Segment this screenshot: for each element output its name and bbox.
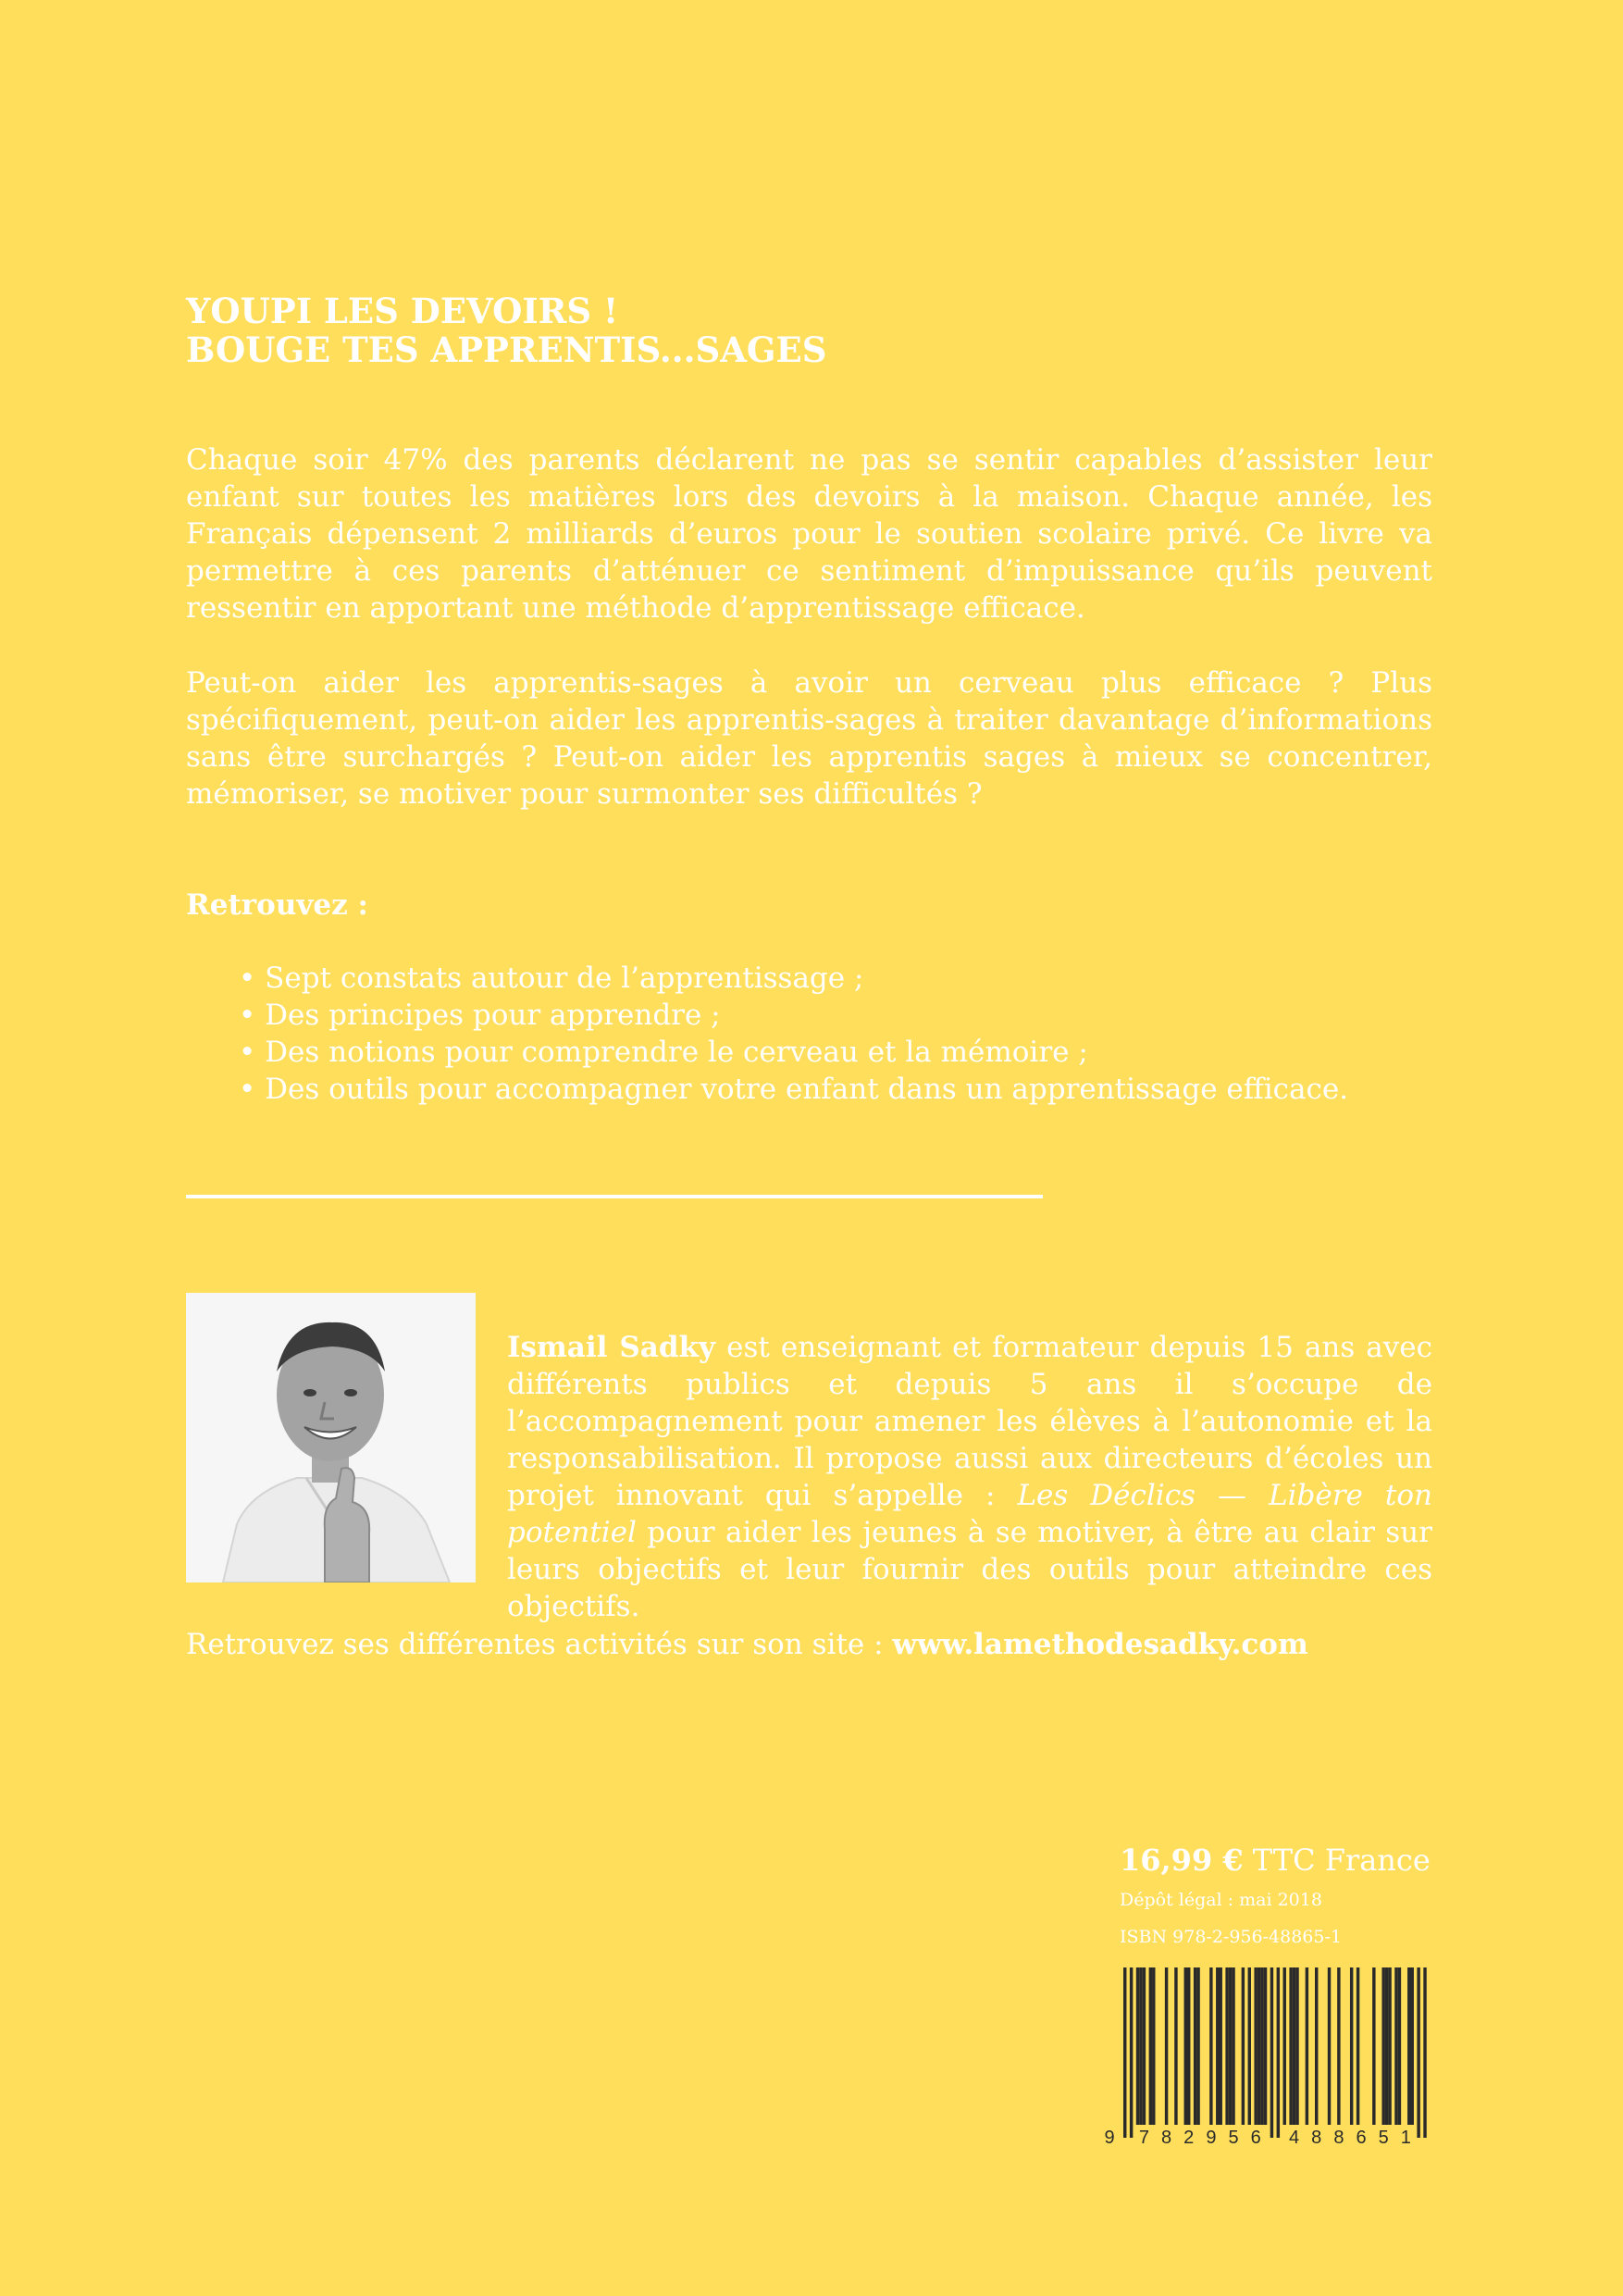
contents-list (239, 960, 1348, 1108)
author-bio (507, 1329, 1432, 1625)
website-line (186, 1626, 1308, 1663)
list-item: • Sept constats autour de l’apprentissage ; (239, 960, 1348, 997)
barcode-bar (1283, 1967, 1286, 2125)
book-title (186, 292, 1111, 369)
barcode-bar (1417, 1967, 1419, 2138)
barcode-digit: 8 (1311, 2128, 1322, 2148)
barcode-bar (1411, 1967, 1414, 2125)
barcode-bar (1385, 1967, 1388, 2125)
barcode-digit: 5 (1378, 2128, 1389, 2148)
barcode-digit: 8 (1161, 2128, 1172, 2148)
price-line (1120, 1842, 1431, 1879)
bio-text-2: pour aider les jeunes à se motiver, à être au clair sur leurs objectifs et leur fournir des outils pour atteindre ces objectifs. (507, 1516, 1432, 1623)
barcode-bar (1270, 1967, 1273, 2138)
barcode-bar (1328, 1967, 1331, 2125)
barcode-bar (1381, 1967, 1384, 2125)
title-line-2: BOUGE TES APPRENTIS...SAGES (186, 329, 827, 370)
barcode-bar (1136, 1967, 1139, 2125)
barcode-bar (1165, 1967, 1168, 2125)
legal-deposit: Dépôt légal : mai 2018 (1120, 1890, 1322, 1910)
isbn-number: ISBN 978-2-956-48865-1 (1120, 1927, 1342, 1947)
barcode-digit: 4 (1289, 2128, 1300, 2148)
barcode-digit: 7 (1138, 2128, 1149, 2148)
barcode-digit: 2 (1183, 2128, 1195, 2148)
barcode-digit: 9 (1104, 2128, 1115, 2148)
barcode-bar (1149, 1967, 1152, 2125)
questions-paragraph: Peut-on aider les apprentis-sages à avoir un cerveau plus efficace ? Plus spécifiquement, peut-on aider les apprentis-sages à traiter davantage d’informations sans être surchargés ? Peut-on aider les apprentis sages à mieux se concentrer, mémoriser, se motiver pour surmonter ses difficultés ? (186, 666, 1432, 811)
barcode-bar (1293, 1967, 1295, 2125)
barcode-bar (1277, 1967, 1280, 2138)
barcode-digit: 6 (1250, 2128, 1261, 2148)
barcode-bar (1388, 1967, 1391, 2125)
list-item: • Des principes pour apprendre ; (239, 997, 1348, 1034)
barcode-bar (1130, 1967, 1133, 2138)
barcode-bar (1254, 1967, 1257, 2125)
bio-text-1: est enseignant et formateur depuis 15 ans avec différents publics et depuis 5 ans il s’occupe de l’accompagnement pour amener les élèves à l’autonomie et la responsabilisation. Il propose aussi aux directeurs d’écoles un projet innovant qui s’appelle : (507, 1331, 1433, 1512)
barcode-digit: 9 (1206, 2128, 1217, 2148)
barcode-bar (1225, 1967, 1228, 2125)
barcode-bar (1220, 1967, 1222, 2125)
barcode-bar (1295, 1967, 1298, 2125)
barcode-bar (1248, 1967, 1251, 2125)
barcode-bar (1398, 1967, 1401, 2125)
retrouvez-heading: Retrouvez : (186, 888, 368, 922)
barcode-bar (1407, 1967, 1410, 2125)
author-name: Ismail Sadky (507, 1331, 716, 1364)
barcode-bar (1258, 1967, 1260, 2125)
barcode-digit: 1 (1400, 2128, 1411, 2148)
website-url: www.lamethodesadky.com (892, 1628, 1308, 1661)
author-portrait-icon (186, 1293, 476, 1582)
barcode-bar (1337, 1967, 1340, 2125)
list-item: • Des notions pour comprendre le cerveau et la mémoire ; (239, 1034, 1348, 1071)
barcode-bar (1289, 1967, 1292, 2125)
barcode (1099, 1964, 1455, 2149)
barcode-bar (1123, 1967, 1126, 2138)
website-label: Retrouvez ses différentes activités sur son site : (186, 1628, 893, 1661)
barcode-bar (1242, 1967, 1245, 2125)
price-amount: 16,99 € (1120, 1843, 1244, 1878)
barcode-digit: 6 (1356, 2128, 1367, 2148)
barcode-bar (1232, 1967, 1234, 2125)
barcode-bar (1152, 1967, 1155, 2125)
barcode-bar (1139, 1967, 1142, 2125)
barcode-bar (1423, 1967, 1426, 2138)
barcode-bar (1260, 1967, 1263, 2125)
price-suffix: TTC France (1243, 1843, 1431, 1878)
barcode-bar (1196, 1967, 1199, 2125)
program-name: Les Déclics — Libère ton potentiel (507, 1479, 1432, 1549)
barcode-bar (1209, 1967, 1212, 2125)
barcode-bar (1350, 1967, 1353, 2125)
list-item: • Des outils pour accompagner votre enfant dans un apprentissage efficace. (239, 1071, 1348, 1108)
barcode-bar (1315, 1967, 1318, 2125)
author-photo (186, 1293, 476, 1582)
barcode-bar (1194, 1967, 1196, 2125)
barcode-bar (1357, 1967, 1359, 2125)
barcode-bar (1264, 1967, 1267, 2125)
title-line-1: YOUPI LES DEVOIRS ! (186, 291, 619, 331)
barcode-bar (1394, 1967, 1397, 2125)
barcode-bar (1229, 1967, 1232, 2125)
barcode-bar (1372, 1967, 1375, 2125)
barcode-bar (1187, 1967, 1190, 2125)
barcode-bar (1184, 1967, 1187, 2125)
section-divider (186, 1195, 1043, 1198)
barcode-bar (1143, 1967, 1146, 2125)
barcode-digit: 8 (1333, 2128, 1344, 2148)
barcode-digit: 5 (1228, 2128, 1239, 2148)
barcode-bar (1216, 1967, 1219, 2125)
barcode-bar (1174, 1967, 1177, 2125)
barcode-bar (1306, 1967, 1308, 2125)
intro-paragraph: Chaque soir 47% des parents déclarent ne pas se sentir capables d’assister leur enfant sur toutes les matières lors des devoirs à la maison. Chaque année, les Français dépensent 2 milliards d’euros pour le soutien scolaire privé. Ce livre va permettre à ces parents d’atténuer ce sentiment d’impuissance qu’ils peuvent ressentir en apportant une méthode d’apprentissage efficace. (186, 443, 1432, 625)
